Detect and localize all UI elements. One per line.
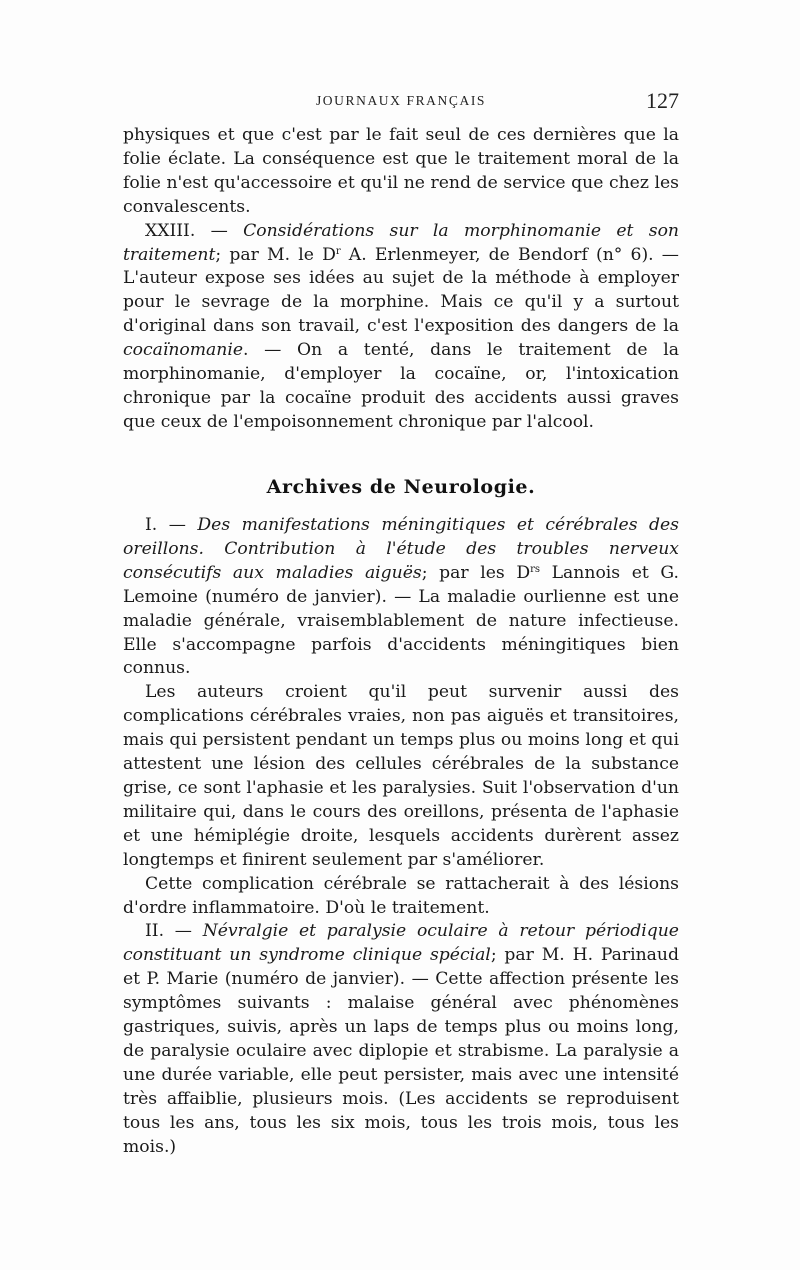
top-text-block — [123, 124, 679, 435]
entry-number: II. — — [145, 921, 203, 942]
italic-term: cocaïnomanie — [123, 340, 244, 361]
entry-text: Lannois et G. Lemoine (numéro de janvier). — La maladie ourlienne est une maladie générale, vraisemblablement de nature infectieuse. Elle s'accompagne parfois d'accidents méningitiques bien connus. — [123, 562, 679, 679]
entry-text: ; par M. H. Parinaud et P. Marie (numéro de janvier). — Cette affection présente les symptômes suivants : malaise général avec phénomènes gastriques, suivis, après un laps de temps plus ou moins long, de paralysie oculaire avec diplopie et strabisme. La paralysie a une durée variable, elle peut persister, mais avec une intensité très affaiblie, plusieurs mois. (Les accidents se reproduisent tous les ans, tous les six mois, tous les trois mois, tous les mois.) — [123, 945, 679, 1157]
entry-title: Névralgie et paralysie oculaire à retour périodique constituant un syndrome clinique spécial — [123, 921, 679, 966]
entry-text: ; par les D — [421, 562, 531, 583]
paragraph-complication: Cette complication cérébrale se rattacherait à des lésions d'ordre inflammatoire. D'où le traitement. — [123, 873, 679, 918]
entry-title: Considérations sur la morphinomanie et son traitement — [123, 220, 679, 265]
entry-number: XXIII. — — [145, 220, 244, 241]
entry-text: . — On a tenté, dans le traitement de la morphinomanie, d'employer la cocaïne, or, l'intoxication chronique par la cocaïne produit des accidents aussi graves que ceux de l'empoisonnement chronique par l'alcool. — [123, 340, 679, 432]
entry-text: A. Erlenmeyer, de Bendorf (n° 6). — L'auteur expose ses idées au sujet de la méthode à employer pour le sevrage de la morphine. Mais ce qu'il y a surtout d'original dans son travail, c'est l'exposition des dangers de la — [123, 244, 679, 337]
page-header — [123, 90, 679, 120]
paragraph-xxiii — [123, 220, 679, 435]
section-title: Archives de Neurologie. — [266, 476, 536, 498]
bottom-text-block — [123, 514, 679, 1159]
entry-text: ; par M. le D — [215, 244, 336, 265]
page-number: 127 — [646, 88, 679, 113]
entry-title: Des manifestations méningitiques et cérébrales des oreillons. Contribution à l'étude des troubles nerveux consécutifs aux maladies aiguës — [123, 515, 679, 583]
entry-number: I. — — [145, 515, 198, 535]
running-head: JOURNAUX FRANÇAIS — [315, 93, 487, 108]
superscript: rs — [530, 563, 541, 575]
paragraph-ii — [123, 920, 679, 1159]
paragraph-i — [123, 514, 679, 681]
paragraph-auteurs: Les auteurs croient qu'il peut survenir aussi des complications cérébrales vraies, non pas aiguës et transitoires, mais qui persistent pendant un temps plus ou moins long et qui attestent une lésion des cellules cérébrales de la substance grise, ce sont l'aphasie et les paralysies. Suit l'observation d'un militaire qui, dans le cours des oreillons, présenta de l'aphasie et une hémiplégie droite, lesquels accidents durèrent assez longtemps et finirent seulement par s'améliorer. — [123, 682, 679, 870]
paragraph-continuation: physiques et que c'est par le fait seul de ces dernières que la folie éclate. La conséquence est que le traitement moral de la folie n'est qu'accessoire et qu'il ne rend de service que chez les convalescents. — [123, 125, 679, 217]
superscript: r — [335, 245, 341, 257]
